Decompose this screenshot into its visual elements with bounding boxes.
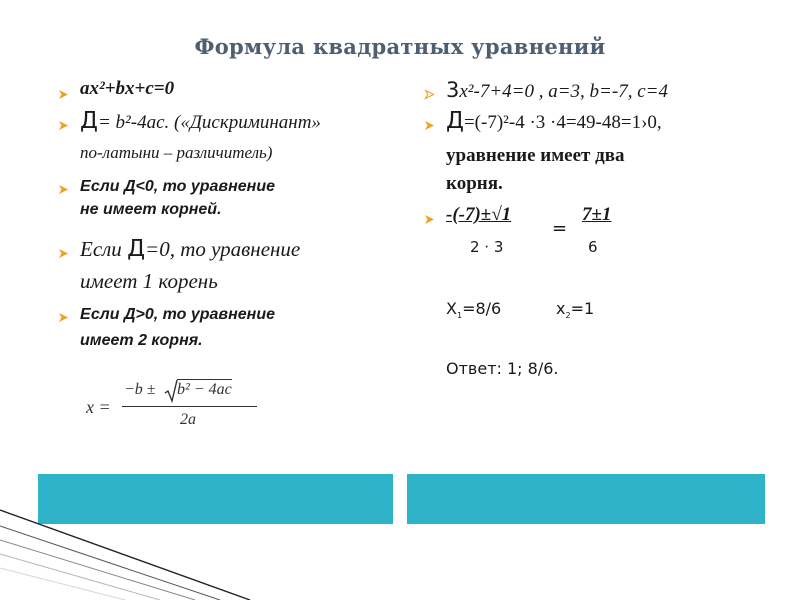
example-two-roots-line1: уравнение имеет два (446, 145, 625, 166)
arrow-outline-bullet-icon (424, 89, 435, 100)
square-root-icon (164, 378, 178, 404)
slide-title: Формула квадратных уравнений (194, 34, 606, 59)
decorative-corner-lines (0, 470, 260, 600)
case-zero-rest: =0, то уравнение (145, 237, 301, 261)
arrow-bullet-icon (58, 120, 69, 131)
roots-numerator: -(-7)±√1 (446, 204, 512, 225)
formula-radicand: b² − 4ac (177, 381, 232, 398)
case-zero-prefix: Если (80, 237, 128, 261)
roots-numerator-simplified: 7±1 (582, 204, 612, 225)
case-zero-line2: имеет 1 корень (80, 269, 218, 293)
discriminant-letter: Д (127, 236, 146, 262)
quadratic-formula (86, 378, 266, 436)
discriminant-definition (80, 108, 321, 134)
discriminant-note: по-латыни – различитель) (80, 143, 273, 162)
discriminant-letter: Д (80, 108, 98, 134)
root-x2-subscript: 2 (565, 311, 571, 321)
root-x1-value: =8/6 (462, 299, 502, 318)
root-x1-label: X (446, 299, 457, 318)
case-negative-line2: не имеет корней. (80, 201, 222, 218)
example-discriminant (446, 108, 662, 134)
roots-equals: = (552, 218, 568, 239)
answer: Ответ: 1; 8/6. (446, 359, 559, 378)
example-two-roots-line2: корня. (446, 173, 503, 194)
root-x2 (556, 299, 594, 320)
footer-bar-right (407, 474, 765, 524)
root-x1 (446, 299, 501, 320)
example-equation (446, 78, 668, 103)
case-positive-line1: Если Д>0, то уравнение (80, 306, 275, 323)
roots-denominator-simplified: 6 (588, 238, 598, 256)
arrow-bullet-icon (58, 312, 69, 323)
root-x2-value: =1 (570, 299, 595, 318)
fraction-bar (122, 406, 257, 407)
discriminant-letter: Д (446, 108, 464, 134)
equation-general: ax²+bx+c=0 (80, 78, 175, 99)
case-negative-line1: Если Д<0, то уравнение (80, 178, 275, 195)
example-equation-rest: x²-7+4=0 , a=3, b=-7, c=4 (459, 81, 668, 102)
root-x2-label: x (556, 299, 566, 318)
formula-denominator: 2a (180, 411, 196, 428)
arrow-bullet-icon (424, 214, 435, 225)
formula-numerator-prefix: −b ± (124, 381, 156, 398)
case-zero-line1 (80, 236, 300, 262)
formula-lhs: x = (86, 397, 111, 417)
example-coefficient: 3 (446, 78, 460, 102)
arrow-bullet-icon (58, 184, 69, 195)
root-x1-subscript: 1 (456, 311, 463, 321)
arrow-bullet-icon (58, 89, 69, 100)
case-positive-line2: имеет 2 корня. (80, 332, 203, 349)
example-discriminant-calc: =(-7)²-4 ·3 ·4=49-48=1›0, (463, 112, 662, 133)
roots-denominator: 2 · 3 (470, 238, 504, 256)
arrow-bullet-icon (58, 248, 69, 259)
discriminant-formula: = b²-4ac. («Дискриминант» (97, 112, 321, 133)
arrow-bullet-icon (424, 120, 435, 131)
